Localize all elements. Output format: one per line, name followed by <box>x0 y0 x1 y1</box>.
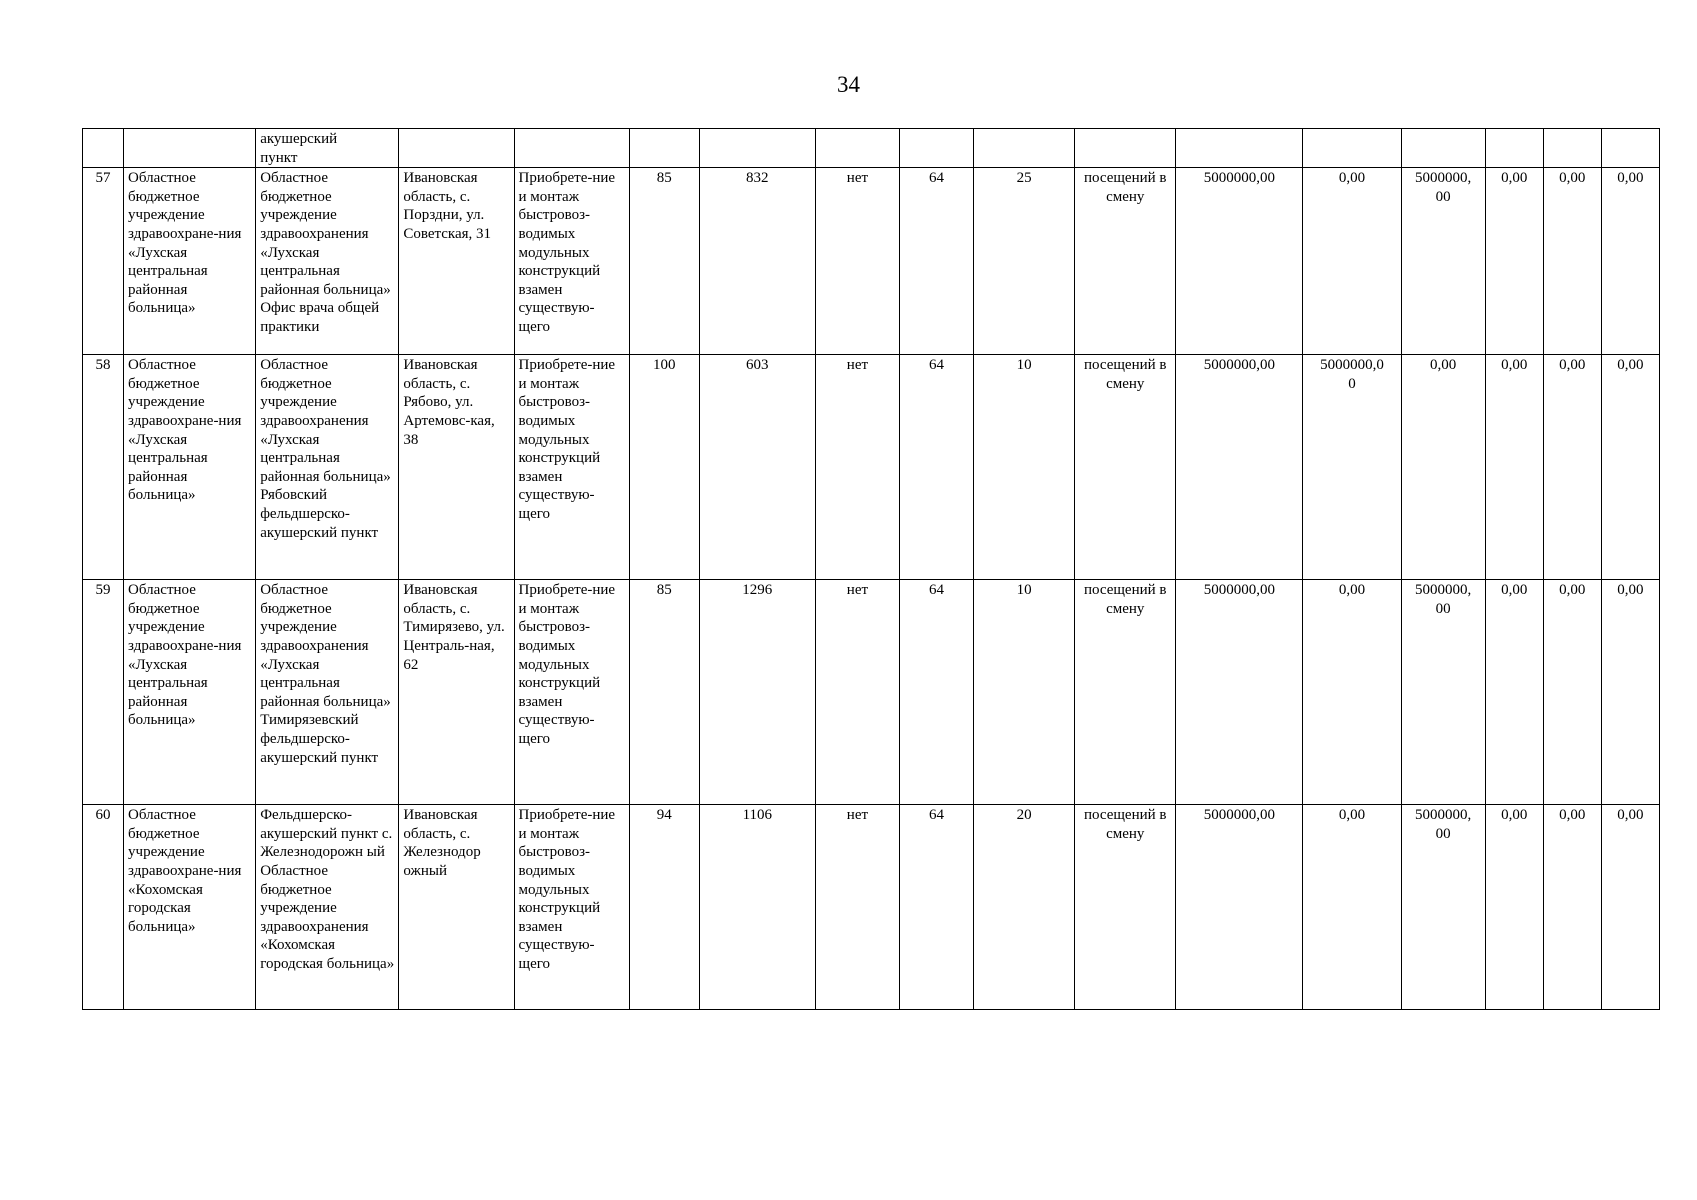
cell-action: Приобрете-ние и монтаж быстровоз-водимых модульных конструкций взамен существую-щего <box>514 355 629 580</box>
cell-address: Ивановская область, с. Тимирязево, ул. Централь-ная, 62 <box>399 580 514 805</box>
cell-institution: Областное бюджетное учреждение здравоохране-ния «Лухская центральная районная больница» <box>124 355 256 580</box>
cell-col9: 64 <box>899 805 973 1010</box>
cell-col8: нет <box>815 805 899 1010</box>
cell-address: Ивановская область, с. Железнодор ожный <box>399 805 514 1010</box>
cell-col14: 5000000, 00 <box>1401 805 1485 1010</box>
cell-address: Ивановская область, с. Порздни, ул. Советская, 31 <box>399 168 514 355</box>
table-row <box>83 355 1660 580</box>
cell-col16: 0,00 <box>1543 168 1601 355</box>
cell-col17: 0,00 <box>1601 805 1659 1010</box>
cell-col17: 0,00 <box>1601 168 1659 355</box>
cell-action: Приобрете-ние и монтаж быстровоз-водимых модульных конструкций взамен существую-щего <box>514 805 629 1010</box>
cell-col8: нет <box>815 168 899 355</box>
cell-action: Приобрете-ние и монтаж быстровоз-водимых модульных конструкций взамен существую-щего <box>514 168 629 355</box>
cell-row-number: 59 <box>83 580 124 805</box>
cell-col12: 5000000,00 <box>1176 805 1303 1010</box>
cell-col7: 1106 <box>699 805 815 1010</box>
page-number: 34 <box>837 72 860 97</box>
cell-col12: 5000000,00 <box>1176 355 1303 580</box>
cell-col7: 832 <box>699 168 815 355</box>
cell-col15: 0,00 <box>1485 805 1543 1010</box>
cell-unit: посещений в смену <box>1075 805 1176 1010</box>
cell-action: Приобрете-ние и монтаж быстровоз-водимых модульных конструкций взамен существую-щего <box>514 580 629 805</box>
cell-col10: 25 <box>974 168 1075 355</box>
cell-col10: 10 <box>974 580 1075 805</box>
cell-col9: 64 <box>899 580 973 805</box>
table-row <box>83 580 1660 805</box>
cell-col17: 0,00 <box>1601 355 1659 580</box>
cell-facility: акушерский пункт <box>256 129 399 168</box>
cell-col6: 85 <box>629 168 699 355</box>
cell-col13: 0,00 <box>1303 805 1401 1010</box>
cell-facility: Областное бюджетное учреждение здравоохранения «Лухская центральная районная больница» Рябовский фельдшерско-акушерский пункт <box>256 355 399 580</box>
cell-address: Ивановская область, с. Рябово, ул. Артемовс-кая, 38 <box>399 355 514 580</box>
cell-col12: 5000000,00 <box>1176 168 1303 355</box>
cell-facility: Областное бюджетное учреждение здравоохранения «Лухская центральная районная больница» Офис врача общей практики <box>256 168 399 355</box>
cell-col14: 5000000, 00 <box>1401 580 1485 805</box>
cell-col8: нет <box>815 580 899 805</box>
table-row-continuation <box>83 129 1660 168</box>
cell-col7: 603 <box>699 355 815 580</box>
cell-col16: 0,00 <box>1543 805 1601 1010</box>
cell-col9: 64 <box>899 168 973 355</box>
cell-row-number: 57 <box>83 168 124 355</box>
cell-col7: 1296 <box>699 580 815 805</box>
table-row <box>83 805 1660 1010</box>
cell-col15: 0,00 <box>1485 580 1543 805</box>
cell-col14: 0,00 <box>1401 355 1485 580</box>
cell-col10: 10 <box>974 355 1075 580</box>
table-row <box>83 168 1660 355</box>
cell-col13: 5000000,0 0 <box>1303 355 1401 580</box>
cell-institution: Областное бюджетное учреждение здравоохране-ния «Лухская центральная районная больница» <box>124 580 256 805</box>
cell-unit: посещений в смену <box>1075 355 1176 580</box>
cell-unit: посещений в смену <box>1075 580 1176 805</box>
cell-institution: Областное бюджетное учреждение здравоохране-ния «Кохомская городская больница» <box>124 805 256 1010</box>
cell-col6: 94 <box>629 805 699 1010</box>
cell-row-number: 60 <box>83 805 124 1010</box>
cell-row-number: 58 <box>83 355 124 580</box>
cell-facility: Областное бюджетное учреждение здравоохранения «Лухская центральная районная больница» Тимирязевский фельдшерско-акушерский пункт <box>256 580 399 805</box>
cell-col14: 5000000, 00 <box>1401 168 1485 355</box>
cell-col9: 64 <box>899 355 973 580</box>
cell-col17: 0,00 <box>1601 580 1659 805</box>
cell-col15: 0,00 <box>1485 355 1543 580</box>
cell-col16: 0,00 <box>1543 580 1601 805</box>
cell-col8: нет <box>815 355 899 580</box>
cell-col10: 20 <box>974 805 1075 1010</box>
cell-unit: посещений в смену <box>1075 168 1176 355</box>
cell-col12: 5000000,00 <box>1176 580 1303 805</box>
cell-col15: 0,00 <box>1485 168 1543 355</box>
cell-col6: 85 <box>629 580 699 805</box>
facilities-table <box>82 128 1660 1010</box>
cell-col13: 0,00 <box>1303 580 1401 805</box>
cell-institution: Областное бюджетное учреждение здравоохране-ния «Лухская центральная районная больница» <box>124 168 256 355</box>
cell-col16: 0,00 <box>1543 355 1601 580</box>
cell-col13: 0,00 <box>1303 168 1401 355</box>
cell-col6: 100 <box>629 355 699 580</box>
cell-facility: Фельдшерско-акушерский пункт с. Железнодорожн ый Областное бюджетное учреждение здравоохранения «Кохомская городская больница» <box>256 805 399 1010</box>
